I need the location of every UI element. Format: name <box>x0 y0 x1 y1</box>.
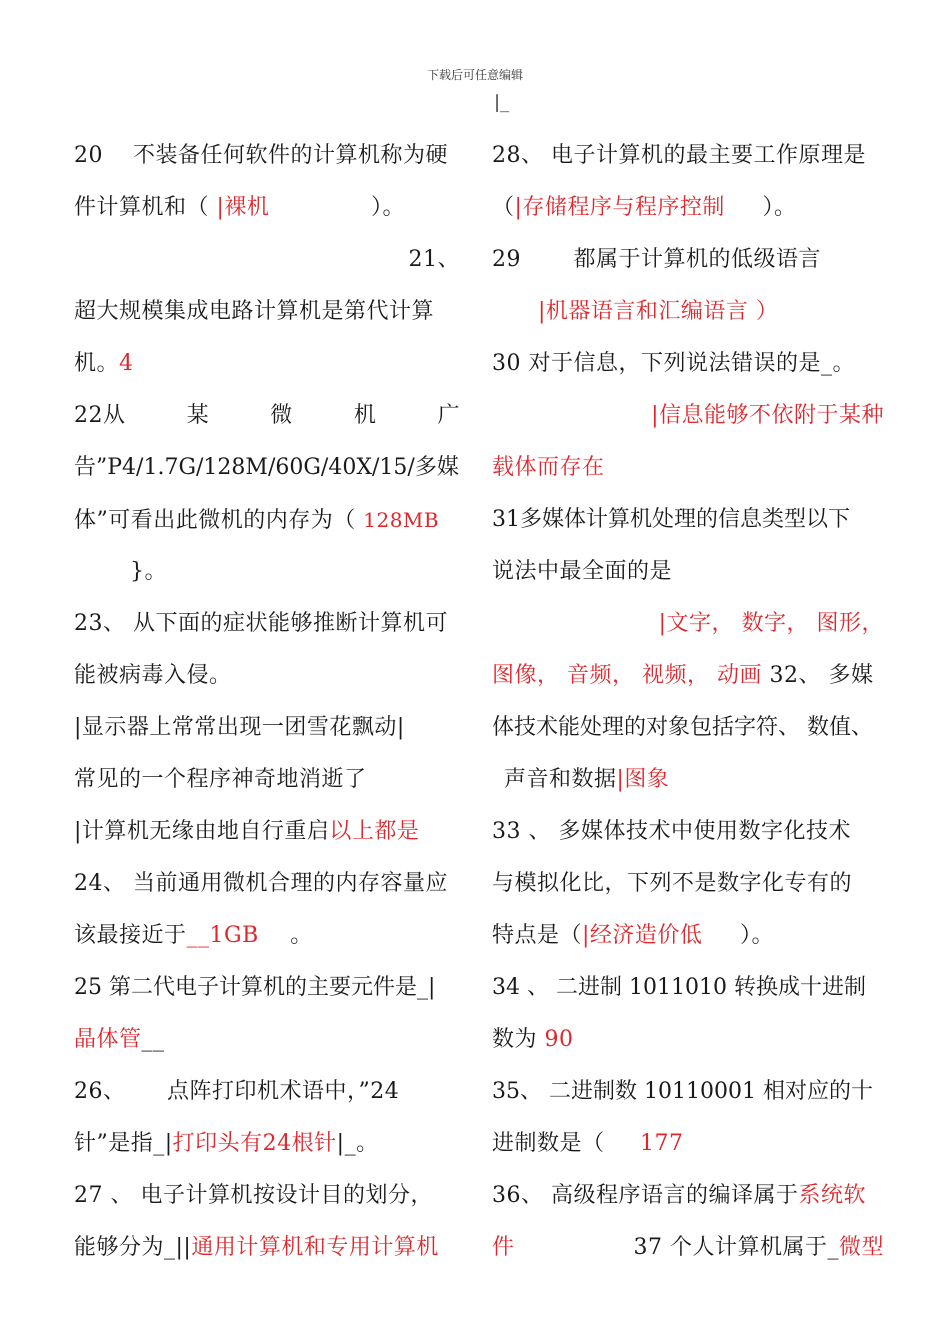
q27-line-2 <box>74 1228 460 1280</box>
q22-word-5: 广 <box>437 403 460 428</box>
q33-answer: |经济造价低 <box>582 923 703 948</box>
q36-q37-line <box>492 1228 884 1280</box>
q32-answer: |图象 <box>616 767 670 792</box>
q21-line-1: 超大规模集成电路计算机是第代计算 <box>74 299 435 324</box>
q20-end: ）。 <box>370 195 405 220</box>
q30-line-3 <box>492 448 884 500</box>
q22-word-1: 22从 <box>74 403 126 428</box>
q28-end: ）。 <box>762 195 797 220</box>
q22-line-1 <box>74 396 460 448</box>
q31-answer-part-2: 图像， 音频， 视频， 动画 <box>492 663 762 688</box>
right-column <box>492 136 884 1280</box>
q37-answer: 微型 <box>838 1235 884 1260</box>
q23-text: |计算机无缘由地自行重启 <box>74 819 330 844</box>
q24-text: 该最接近于 <box>74 923 187 948</box>
q31-line-2: 说法中最全面的是 <box>492 559 673 584</box>
q28-line-2 <box>492 188 884 240</box>
q25-line-2 <box>74 1020 460 1072</box>
q21-text: 机。 <box>74 351 120 376</box>
q31-line-1: 31多媒体计算机处理的信息类型以下 <box>492 507 850 532</box>
q22-line-2: 告”P4/1.7G/128M/60G/40X/15/多媒 <box>74 455 459 480</box>
q26-text: 针”是指_| <box>74 1131 173 1156</box>
q30-answer-part-2: 载体而存在 <box>492 455 605 480</box>
q23-line-3: |显示器上常常出现一团雪花飘动| <box>74 715 405 740</box>
q32-line-3 <box>492 760 884 812</box>
q37-text-wrap <box>633 1228 884 1280</box>
q36-answer-part-1: 系统软 <box>798 1183 867 1208</box>
q22-word-3: 微 <box>270 403 293 428</box>
q30-line-1: 30 对于信息，下列说法错误的是_。 <box>492 351 855 376</box>
q32-text: 声音和数据 <box>504 767 617 792</box>
q35-answer: 177 <box>640 1131 684 1156</box>
q23-answer: 以上都是 <box>329 819 420 844</box>
page-header: 下载后可任意编辑 <box>426 68 523 82</box>
q22-line-4 <box>74 552 460 604</box>
q31-line-3 <box>492 604 884 656</box>
q23-line-5 <box>74 812 460 864</box>
q36-answer-part-2: 件 <box>492 1235 515 1260</box>
q21-number: 21、 <box>408 247 460 272</box>
q35-line-1: 35、 二进制数 10110001 相对应的十 <box>492 1079 873 1104</box>
q27-text: 能够分为_|| <box>74 1235 192 1260</box>
q22-line-3 <box>74 500 460 552</box>
cursor-mark: |_ <box>494 92 510 113</box>
q23-line-4: 常见的一个程序神奇地消逝了 <box>74 767 367 792</box>
q34-line-2 <box>492 1020 884 1072</box>
q24-answer: __1GB <box>186 923 259 948</box>
q29-line-1: 29 都属于计算机的低级语言 <box>492 247 821 272</box>
q26-end: |_。 <box>336 1131 379 1156</box>
q24-line-2 <box>74 916 460 968</box>
q25-end: __ <box>141 1027 165 1052</box>
q31-line-4 <box>492 656 884 708</box>
q22-text: 体”可看出此微机的内存为（ <box>74 508 356 533</box>
q22-word-2: 某 <box>186 403 210 428</box>
q35-text: 进制数是（ <box>492 1131 605 1156</box>
q20-answer: |裸机 <box>216 195 270 220</box>
q20-line-1: 20 不装备任何软件的计算机称为硬 <box>74 143 448 168</box>
q35-line-2 <box>492 1124 884 1176</box>
q22-answer: 128MB <box>363 508 440 532</box>
q23-line-2: 能被病毒入侵。 <box>74 663 232 688</box>
q26-answer: 打印头有24根针 <box>172 1131 337 1156</box>
q25-line-1: 25 第二代电子计算机的主要元件是_| <box>74 975 436 1000</box>
q29-answer: |机器语言和汇编语言 ） <box>538 299 779 324</box>
q31-answer-part-1: |文字， 数字， 图形， <box>658 611 884 636</box>
q33-end: ）。 <box>739 923 774 948</box>
q27-answer: 通用计算机和专用计算机 <box>191 1235 439 1260</box>
q22-word-4: 机 <box>353 403 377 428</box>
q36-text: 36、 高级程序语言的编译属于 <box>492 1183 799 1208</box>
q30-line-2 <box>492 396 884 448</box>
q32-line-1: 32、 多媒 <box>769 663 874 688</box>
q24-line-1: 24、 当前通用微机合理的内存容量应 <box>74 871 448 896</box>
q34-answer: 90 <box>544 1027 574 1052</box>
q23-line-1: 23、 从下面的症状能够推断计算机可 <box>74 611 448 636</box>
q26-line-1: 26、 点阵打印机术语中，”24 <box>74 1079 400 1104</box>
q32-line-2: 体技术能处理的对象包括字符、 数值、 <box>492 715 873 740</box>
q37-text: 37 个人计算机属于_ <box>633 1235 839 1260</box>
q26-line-2 <box>74 1124 460 1176</box>
q33-line-3 <box>492 916 884 968</box>
q21-answer: 4 <box>119 351 134 376</box>
q34-line-1: 34 、 二进制 1011010 转换成十进制 <box>492 975 866 1000</box>
q33-text: 特点是（ <box>492 923 583 948</box>
q28-text: （ <box>492 195 515 220</box>
q27-line-1: 27 、 电子计算机按设计目的划分， <box>74 1183 433 1208</box>
q33-line-1: 33 、 多媒体技术中使用数字化技术 <box>492 819 851 844</box>
q20-line-2 <box>74 188 460 240</box>
q34-text: 数为 <box>492 1027 538 1052</box>
q28-answer: |存储程序与程序控制 <box>514 195 725 220</box>
q30-answer-part-1: |信息能够不依附于某种 <box>651 403 884 428</box>
q29-line-2 <box>492 292 884 344</box>
q36-line-1 <box>492 1176 884 1228</box>
q24-end: 。 <box>290 923 313 948</box>
q20-text: 件计算机和（ <box>74 195 210 220</box>
left-column <box>74 136 460 1280</box>
q21-line-2 <box>74 344 460 396</box>
q22-end: }。 <box>130 559 167 584</box>
q28-line-1: 28、 电子计算机的最主要工作原理是 <box>492 143 866 168</box>
q33-line-2: 与模拟化比，下列不是数字化专有的 <box>492 871 853 896</box>
q25-answer: 晶体管 <box>74 1027 142 1052</box>
